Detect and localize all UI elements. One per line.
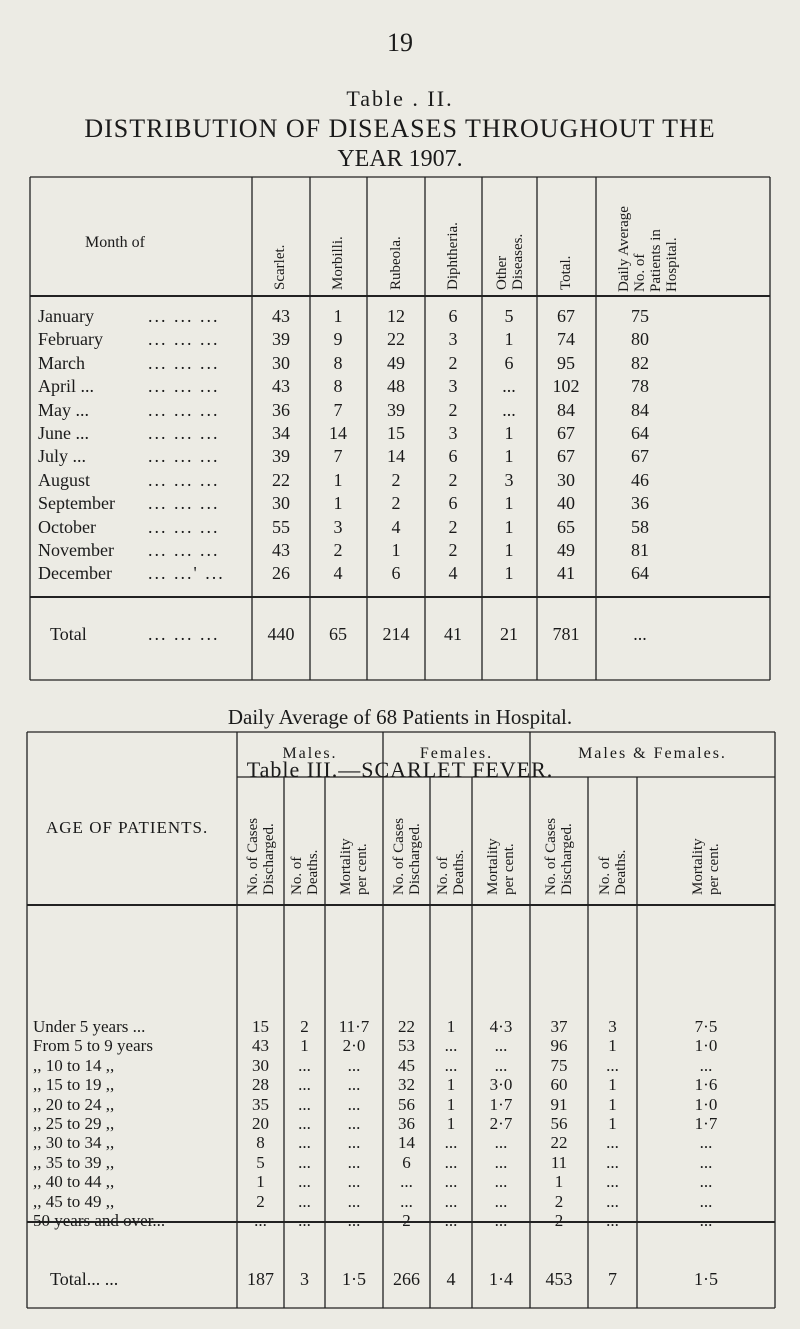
table3-cell: ... (298, 1172, 311, 1192)
table2-cell: 2 (448, 469, 458, 490)
table3-cell: 11 (550, 1152, 568, 1172)
age-label: ,, 30 to 34 ,, (33, 1133, 115, 1153)
leader-dots: ... ...' ... (148, 563, 225, 584)
table2-cell: 34 (272, 423, 290, 443)
table3-cell: 1·0 (694, 1036, 718, 1056)
table3-title: Table III.—SCARLET FEVER. (246, 757, 554, 782)
table2-total-cell: 440 (267, 624, 295, 644)
table3-cell: 8 (256, 1133, 265, 1153)
table2-total-cell: 41 (444, 624, 462, 644)
table2-cell: 4 (333, 563, 343, 584)
table2-cell: 43 (272, 306, 290, 326)
table2-cell: 4 (448, 563, 458, 584)
table3-cell: ... (347, 1114, 361, 1133)
leader-dots: ... ... ... (148, 352, 220, 373)
table3-cell: 22 (550, 1133, 568, 1153)
table3-cell: 43 (252, 1036, 269, 1056)
table2-cell: 3 (333, 516, 343, 537)
table3-cell: ... (444, 1191, 458, 1211)
table2-cell: 67 (557, 446, 575, 467)
table3-cell: 7·5 (694, 1017, 718, 1036)
table3-total-cell: 1·5 (342, 1269, 366, 1289)
age-label: ,, 15 to 19 ,, (33, 1075, 115, 1095)
table3-cell: ... (606, 1152, 619, 1172)
table2-cell: 41 (557, 563, 575, 584)
table3-cell: 1 (608, 1075, 617, 1095)
table2-caption: Table . II. (346, 86, 454, 111)
table3-cell: 1 (608, 1114, 617, 1133)
group-males: Males. (282, 745, 338, 762)
table3-total-cell: 1·4 (489, 1269, 513, 1289)
table2-cell: 3 (504, 469, 514, 490)
month-label: January (38, 306, 94, 326)
table3-cell: 1·7 (489, 1094, 513, 1114)
table3-cell: 6 (402, 1152, 411, 1172)
table3-cell: ... (347, 1211, 361, 1230)
table2-cell: 5 (504, 306, 514, 326)
table3-cell: ... (298, 1133, 311, 1153)
table2-cell: 2 (448, 516, 458, 537)
table3-cell: ... (699, 1211, 713, 1230)
table3-cell: ... (298, 1211, 311, 1230)
table2-cell: 64 (631, 563, 649, 584)
table3-cell: ... (699, 1172, 713, 1192)
table2-cell: 9 (333, 329, 343, 350)
table2-cell: 1 (504, 493, 514, 514)
table3-cell: 1 (300, 1036, 309, 1056)
table2-cell: 65 (557, 516, 575, 537)
table2-cell: 15 (387, 423, 405, 443)
table3-cell: 1·7 (694, 1114, 718, 1133)
table2-cell: 3 (448, 329, 458, 350)
group-males-females: Males & Females. (578, 745, 727, 762)
table3-cell: ... (347, 1055, 361, 1075)
table2-cell: 78 (631, 376, 649, 397)
age-label: ,, 35 to 39 ,, (33, 1152, 115, 1172)
leader-dots: ... ... ... (148, 446, 220, 467)
table3-cell: ... (254, 1211, 267, 1230)
table2-cell: 2 (391, 493, 401, 514)
table3-cell: 1 (446, 1075, 456, 1095)
month-label: April ... (38, 376, 94, 397)
table2-cell: 67 (631, 446, 649, 467)
table2-cell: 6 (448, 446, 458, 467)
table3-cell: ... (494, 1133, 508, 1153)
table3-total-cell: 453 (545, 1269, 573, 1289)
table2-cell: 1 (504, 446, 514, 467)
table2-cell: 75 (631, 306, 649, 326)
leader-dots: ... ... ... (148, 306, 220, 326)
table3-cell: ... (699, 1191, 713, 1211)
table2-cell: 22 (387, 329, 405, 350)
table3-cell: 3 (608, 1017, 617, 1036)
table2-note: Daily Average of 68 Patients in Hospital. (227, 705, 573, 729)
table2-cell: 64 (631, 423, 649, 443)
table3-cell: ... (494, 1211, 508, 1230)
table2-cell: 1 (391, 540, 401, 560)
table3-cell: 1·0 (694, 1094, 718, 1114)
table3-cell: 1 (608, 1036, 617, 1056)
table3-cell: 56 (550, 1114, 568, 1133)
table2-cell: 80 (631, 329, 649, 350)
table2-year: YEAR 1907. (337, 146, 463, 172)
table3-cell: 32 (398, 1075, 415, 1095)
table2-cell: 46 (631, 469, 649, 490)
month-label: November (38, 540, 114, 560)
table3-total-cell: 266 (393, 1269, 420, 1289)
leader-dots: ... ... ... (148, 493, 220, 514)
month-label: December (38, 563, 112, 584)
table3-cell: 1 (256, 1172, 265, 1192)
age-label: ,, 25 to 29 ,, (33, 1114, 115, 1133)
table2-cell: 82 (631, 352, 649, 373)
page-number: 19 (387, 28, 413, 57)
table2-cell: 84 (557, 399, 575, 420)
table2-total-cell: 65 (329, 624, 347, 644)
table2-cell: 36 (272, 399, 290, 420)
table3-cell: ... (494, 1036, 508, 1056)
age-label: ,, 10 to 14 ,, (33, 1055, 115, 1075)
table2-cell: 1 (504, 329, 514, 350)
table3-cell: 1 (608, 1094, 617, 1114)
table3-cell: ... (444, 1172, 458, 1192)
table3-cell: 28 (252, 1075, 269, 1095)
table2-cell: 48 (387, 376, 405, 397)
table2-cell: 67 (557, 423, 575, 443)
table3-cell: ... (494, 1152, 508, 1172)
age-label: ,, 45 to 49 ,, (33, 1191, 115, 1211)
leader-dots: ... ... ... (148, 624, 220, 644)
table2-cell: 1 (333, 306, 343, 326)
table2-cell: 30 (272, 493, 290, 514)
age-label: 50 years and over... (33, 1211, 166, 1230)
table3-cell: ... (400, 1172, 413, 1192)
table3-cell: ... (347, 1075, 361, 1095)
table3-cell: ... (347, 1191, 361, 1211)
table3-cell: 53 (398, 1036, 415, 1056)
table2-cell: 39 (272, 446, 290, 467)
table3-cell: 35 (252, 1094, 269, 1114)
table2-cell: 22 (272, 469, 290, 490)
table3-cell: 4·3 (489, 1017, 513, 1036)
table3-cell: ... (606, 1191, 619, 1211)
table3-cell: ... (347, 1172, 361, 1192)
table3-cell: 22 (398, 1017, 415, 1036)
table3-total-cell: 7 (608, 1269, 617, 1289)
table3-total-cell: 187 (247, 1269, 274, 1289)
table2-cell: 1 (333, 493, 343, 514)
table2-cell: 84 (631, 399, 649, 420)
table3-cell: 60 (550, 1075, 568, 1095)
table2-cell: ... (502, 376, 516, 397)
table2-cell: 49 (387, 352, 405, 373)
table3-cell: 36 (398, 1114, 415, 1133)
table3-cell: 2·7 (489, 1114, 513, 1133)
table2-cell: 55 (272, 516, 290, 537)
table3-cell: 1 (554, 1172, 564, 1192)
table3-cell: ... (494, 1172, 508, 1192)
table2-cell: 95 (557, 352, 575, 373)
table3-cell: ... (298, 1114, 311, 1133)
table3-cell: ... (606, 1055, 619, 1075)
table2-cell: 6 (504, 352, 514, 373)
table2-cell: 36 (631, 493, 649, 514)
month-label: September (38, 493, 115, 514)
table2-cell: 1 (504, 423, 514, 443)
table3-cell: 20 (252, 1114, 269, 1133)
header-age-of-patients: AGE OF PATIENTS. (46, 818, 209, 837)
leader-dots: ... ... ... (148, 399, 220, 420)
table2-cell: 102 (552, 376, 580, 397)
table2-total-cell: 21 (500, 624, 518, 644)
leader-dots: ... ... ... (148, 540, 220, 560)
table3-cell: 30 (252, 1055, 269, 1075)
table3-cell: ... (606, 1211, 619, 1230)
month-label: August (38, 469, 91, 490)
table3-cell: ... (444, 1152, 458, 1172)
table2-cell: 3 (448, 376, 458, 397)
table3-cell: ... (494, 1055, 508, 1075)
table2-cell: 2 (448, 540, 458, 560)
table3-cell: ... (444, 1036, 458, 1056)
table3-cell: 45 (398, 1055, 415, 1075)
table3-cell: 2 (402, 1211, 411, 1230)
table3-cell: 15 (252, 1017, 269, 1036)
table3-cell: ... (699, 1133, 713, 1153)
total-label: Total (50, 624, 87, 644)
table3-cell: 91 (550, 1094, 568, 1114)
table2-cell: 8 (333, 352, 343, 373)
table2-cell: 4 (391, 516, 401, 537)
table3-cell: 96 (550, 1036, 568, 1056)
month-label: July ... (38, 446, 87, 467)
group-females: Females. (419, 745, 494, 762)
table2-cell: 81 (631, 540, 649, 560)
age-label: From 5 to 9 years (33, 1036, 153, 1056)
table2-cell: 12 (387, 306, 405, 326)
table2-cell: 1 (504, 516, 514, 537)
table2-cell: 1 (504, 563, 514, 584)
age-label: ,, 40 to 44 ,, (33, 1172, 115, 1192)
leader-dots: ... ... ... (148, 469, 220, 490)
table3-cell: ... (347, 1152, 361, 1172)
table2-cell: 30 (557, 469, 575, 490)
table2-cell: 2 (448, 352, 458, 373)
table3-cell: ... (298, 1094, 311, 1114)
table3-cell: 2 (256, 1191, 265, 1211)
table2-cell: 2 (333, 540, 343, 560)
table2-cell: 14 (329, 423, 347, 443)
table3-cell: 14 (398, 1133, 415, 1153)
leader-dots: ... ... ... (148, 423, 220, 443)
table3-cell: 75 (550, 1055, 568, 1075)
table2-cell: 14 (387, 446, 405, 467)
table2-cell: ... (502, 399, 516, 420)
table2-cell: 1 (504, 540, 514, 560)
table3-total-cell: 1·5 (694, 1269, 718, 1289)
table2-cell: 3 (448, 423, 458, 443)
age-label: ,, 20 to 24 ,, (33, 1094, 115, 1114)
table2-cell: 1 (333, 469, 343, 490)
table3-cell: ... (699, 1055, 713, 1075)
table2-total-cell: ... (633, 624, 647, 644)
table2-total-cell: 781 (552, 624, 580, 644)
table2-cell: 2 (448, 399, 458, 420)
table3-cell: ... (606, 1172, 619, 1192)
table3-cell: 1 (446, 1094, 456, 1114)
table2-cell: 39 (272, 329, 290, 350)
table3-cell: ... (444, 1055, 458, 1075)
table2-cell: 43 (272, 540, 290, 560)
table3-cell: ... (400, 1191, 413, 1211)
table3-cell: ... (444, 1211, 458, 1230)
table2-cell: 43 (272, 376, 290, 397)
table2-cell: 8 (333, 376, 343, 397)
table3-cell: 1 (446, 1114, 456, 1133)
total-label: Total... ... (50, 1269, 119, 1289)
month-label: March (38, 352, 85, 373)
table2-cell: 49 (557, 540, 575, 560)
table2-cell: 7 (333, 399, 343, 420)
table3-total-cell: 4 (446, 1269, 456, 1289)
table2-total-cell: 214 (382, 624, 410, 644)
table3-cell: ... (606, 1133, 619, 1153)
table2-cell: 40 (557, 493, 575, 514)
table3-cell: ... (298, 1152, 311, 1172)
table3-cell: ... (298, 1075, 311, 1095)
age-label: Under 5 years ... (33, 1017, 146, 1036)
table3-cell: 2 (554, 1211, 564, 1230)
table3-total-cell: 3 (300, 1269, 309, 1289)
table2-cell: 26 (272, 563, 290, 584)
table2-cell: 7 (333, 446, 343, 467)
table3-cell: 37 (550, 1017, 568, 1036)
leader-dots: ... ... ... (148, 329, 220, 350)
table3-cell: ... (298, 1055, 311, 1075)
table3-cell: ... (298, 1191, 311, 1211)
month-label: October (38, 516, 96, 537)
table3-cell: 2·0 (342, 1036, 366, 1056)
table3-cell: 3·0 (489, 1075, 513, 1095)
month-label: May ... (38, 399, 89, 420)
table3-cell: 2 (300, 1017, 309, 1036)
leader-dots: ... ... ... (148, 376, 220, 397)
table2-cell: 6 (448, 306, 458, 326)
table3-cell: 11·7 (338, 1017, 370, 1036)
table3-cell: 2 (554, 1191, 564, 1211)
header-month: Month of (85, 234, 145, 251)
table2-cell: 2 (391, 469, 401, 490)
table2-cell: 39 (387, 399, 405, 420)
table3-cell: 5 (256, 1152, 265, 1172)
table3-cell: ... (347, 1133, 361, 1153)
table3-cell: ... (494, 1191, 508, 1211)
table2-cell: 6 (448, 493, 458, 514)
month-label: February (38, 329, 103, 350)
table3-cell: ... (699, 1152, 713, 1172)
table3-cell: 56 (398, 1094, 415, 1114)
table2-cell: 30 (272, 352, 290, 373)
table2-cell: 67 (557, 306, 575, 326)
month-label: June ... (38, 423, 89, 443)
leader-dots: ... ... ... (148, 516, 220, 537)
table3-cell: ... (347, 1094, 361, 1114)
table2-cell: 58 (631, 516, 649, 537)
table2-cell: 74 (557, 329, 575, 350)
table2-cell: 6 (391, 563, 401, 584)
table3-cell: 1 (446, 1017, 456, 1036)
table2-title: DISTRIBUTION OF DISEASES THROUGHOUT THE (84, 114, 716, 143)
table3-cell: 1·6 (694, 1075, 718, 1095)
table3-cell: ... (444, 1133, 458, 1153)
